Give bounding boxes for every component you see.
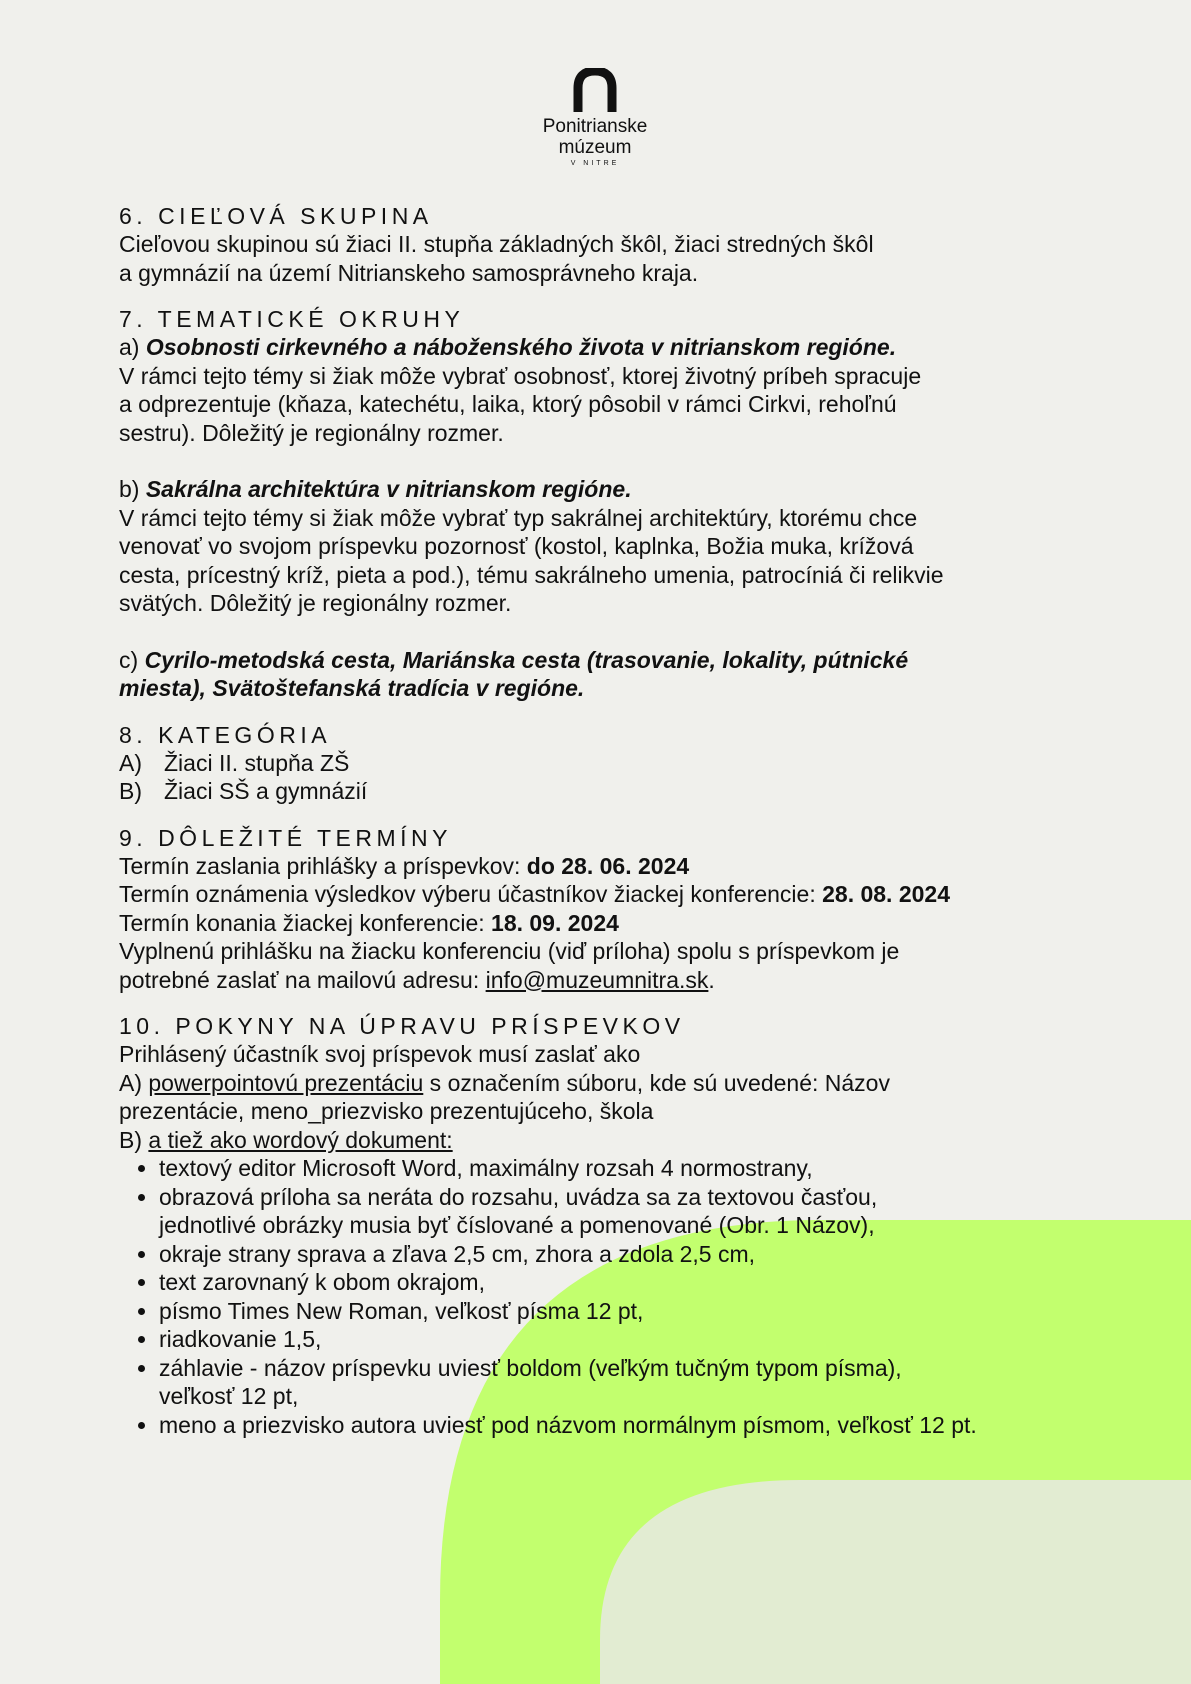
- list-item-continuation: jednotlivé obrázky musia byť číslované a pomenované (Obr. 1 Názov),: [159, 1212, 875, 1238]
- s10-a-line1: [119, 1069, 1079, 1098]
- s10-intro: Prihlásený účastník svoj príspevok musí zaslať ako: [119, 1041, 641, 1067]
- deadline-value: 28. 08. 2024: [822, 881, 951, 907]
- s7-a-prefix: a): [119, 334, 146, 360]
- deadline-label: Termín zaslania prihlášky a príspevkov:: [119, 852, 527, 879]
- list-item: [159, 1183, 1079, 1240]
- s10-b-prefix: B): [119, 1126, 149, 1153]
- list-item-text: obrazová príloha sa neráta do rozsahu, uvádza sa za textovou časťou,: [159, 1183, 878, 1210]
- list-item-continuation: veľkosť 12 pt,: [159, 1383, 299, 1409]
- category-text: Žiaci II. stupňa ZŠ: [164, 749, 350, 776]
- section8-heading: 8. KATEGÓRIA: [119, 721, 332, 748]
- s7-b-title-line: [119, 475, 1079, 504]
- deadline-value: 18. 09. 2024: [491, 909, 619, 936]
- category-item: [119, 777, 1079, 806]
- list-item: • písmo Times New Roman, veľkosť písma 12 pt,: [159, 1297, 1079, 1326]
- s7-b-line2: venovať vo svojom príspevku pozornosť (kostol, kaplnka, Božia muka, krížová: [119, 533, 914, 559]
- deadline-label: Termín oznámenia výsledkov výberu účastníkov žiackej konferencie:: [119, 881, 823, 907]
- section6-heading: 6. CIEĽOVÁ SKUPINA: [119, 203, 433, 229]
- s7-a-title-line: [119, 333, 1079, 362]
- list-item: • riadkovanie 1,5,: [159, 1325, 1079, 1354]
- s7-b-title: Sakrálna architektúra v nitrianskom regióne.: [145, 476, 632, 502]
- s7-c-title-line1: [119, 646, 1079, 675]
- deadline-results: [119, 880, 1079, 909]
- s7-a-line3: sestru). Dôležitý je regionálny rozmer.: [119, 419, 504, 446]
- category-key: A): [119, 749, 142, 776]
- s7-c-title-line2: [119, 674, 1079, 703]
- logo-line1: Ponitrianske: [542, 116, 648, 137]
- logo-line2: múzeum: [558, 137, 632, 158]
- s6-line1: Cieľovou skupinou sú žiaci II. stupňa základných škôl, žiaci stredných škôl: [119, 231, 874, 257]
- email-link[interactable]: info@muzeumnitra.sk: [485, 966, 709, 993]
- s7-a-line2: a odprezentuje (kňaza, katechétu, laika, ktorý pôsobil v rámci Cirkvi, rehoľnú: [119, 391, 897, 417]
- s9-note2-suffix: .: [708, 966, 715, 993]
- list-item: • meno a priezvisko autora uviesť pod názvom normálnym písmom, veľkosť 12 pt.: [159, 1411, 1079, 1440]
- s10-a-line2: prezentácie, meno_priezvisko prezentujúceho, škola: [119, 1098, 654, 1124]
- section7-heading: 7. TEMATICKÉ OKRUHY: [119, 306, 465, 332]
- format-rules-list: [119, 1154, 1079, 1439]
- list-item: • text zarovnaný k obom okrajom,: [159, 1268, 1079, 1297]
- s10-a-prefix: A): [119, 1069, 149, 1096]
- deadline-label: Termín konania žiackej konferencie:: [119, 909, 492, 936]
- list-item-text: záhlavie - názov príspevku uviesť boldom (veľkým tučným typom písma),: [159, 1354, 902, 1381]
- museum-logo: [520, 68, 670, 167]
- s7-c-title1: Cyrilo-metodská cesta, Mariánska cesta (trasovanie, lokality, pútnické: [144, 646, 909, 673]
- s9-note2-prefix: potrebné zaslať na mailovú adresu:: [119, 966, 486, 993]
- logo-line3: V NITRE: [570, 160, 620, 167]
- s7-a-line1: V rámci tejto témy si žiak môže vybrať osobnosť, ktorej životný príbeh spracuje: [119, 362, 922, 389]
- s7-a-title: Osobnosti cirkevného a náboženského života v nitrianskom regióne.: [145, 334, 897, 360]
- list-item: • textový editor Microsoft Word, maximálny rozsah 4 normostrany,: [159, 1154, 1079, 1183]
- deadline-submission: [119, 852, 1079, 881]
- pale-arc-shape: [600, 1480, 1191, 1684]
- list-item: • okraje strany sprava a zľava 2,5 cm, zhora a zdola 2,5 cm,: [159, 1240, 1079, 1269]
- s9-note1: Vyplnenú prihlášku na žiacku konferenciu (viď príloha) spolu s príspevkom je: [119, 938, 900, 964]
- s10-a-rest: s označením súboru, kde sú uvedené: Názov: [423, 1069, 890, 1096]
- s7-c-prefix: c): [119, 646, 145, 673]
- s9-note2: [119, 966, 1079, 995]
- s7-b-line4: svätých. Dôležitý je regionálny rozmer.: [119, 590, 512, 616]
- s10-b-line: [119, 1126, 1079, 1155]
- document-content: [119, 202, 1079, 1439]
- s7-b-line3: cesta, prícestný kríž, pieta a pod.), tému sakrálneho umenia, patrocíniá či relikvie: [119, 561, 944, 588]
- s7-b-prefix: b): [119, 476, 146, 502]
- s6-line2: a gymnázií na území Nitrianskeho samosprávneho kraja.: [119, 259, 699, 286]
- category-text: Žiaci SŠ a gymnázií: [164, 778, 368, 804]
- arch-logo-icon: [573, 68, 617, 112]
- deadline-conference: [119, 909, 1079, 938]
- section9-heading: 9. DÔLEŽITÉ TERMÍNY: [119, 824, 453, 851]
- powerpoint-link-text: powerpointovú prezentáciu: [148, 1069, 424, 1096]
- category-key: B): [119, 778, 142, 804]
- word-doc-link-text: a tiež ako wordový dokument:: [148, 1126, 453, 1153]
- category-item: [119, 749, 1079, 778]
- section10-heading: 10. POKYNY NA ÚPRAVU PRÍSPEVKOV: [119, 1013, 685, 1039]
- deadline-value: do 28. 06. 2024: [526, 852, 690, 879]
- s7-c-title2: miesta), Svätoštefanská tradícia v regióne.: [119, 675, 585, 701]
- s7-b-line1: V rámci tejto témy si žiak môže vybrať typ sakrálnej architektúry, ktorému chce: [119, 504, 918, 531]
- list-item: [159, 1354, 1079, 1411]
